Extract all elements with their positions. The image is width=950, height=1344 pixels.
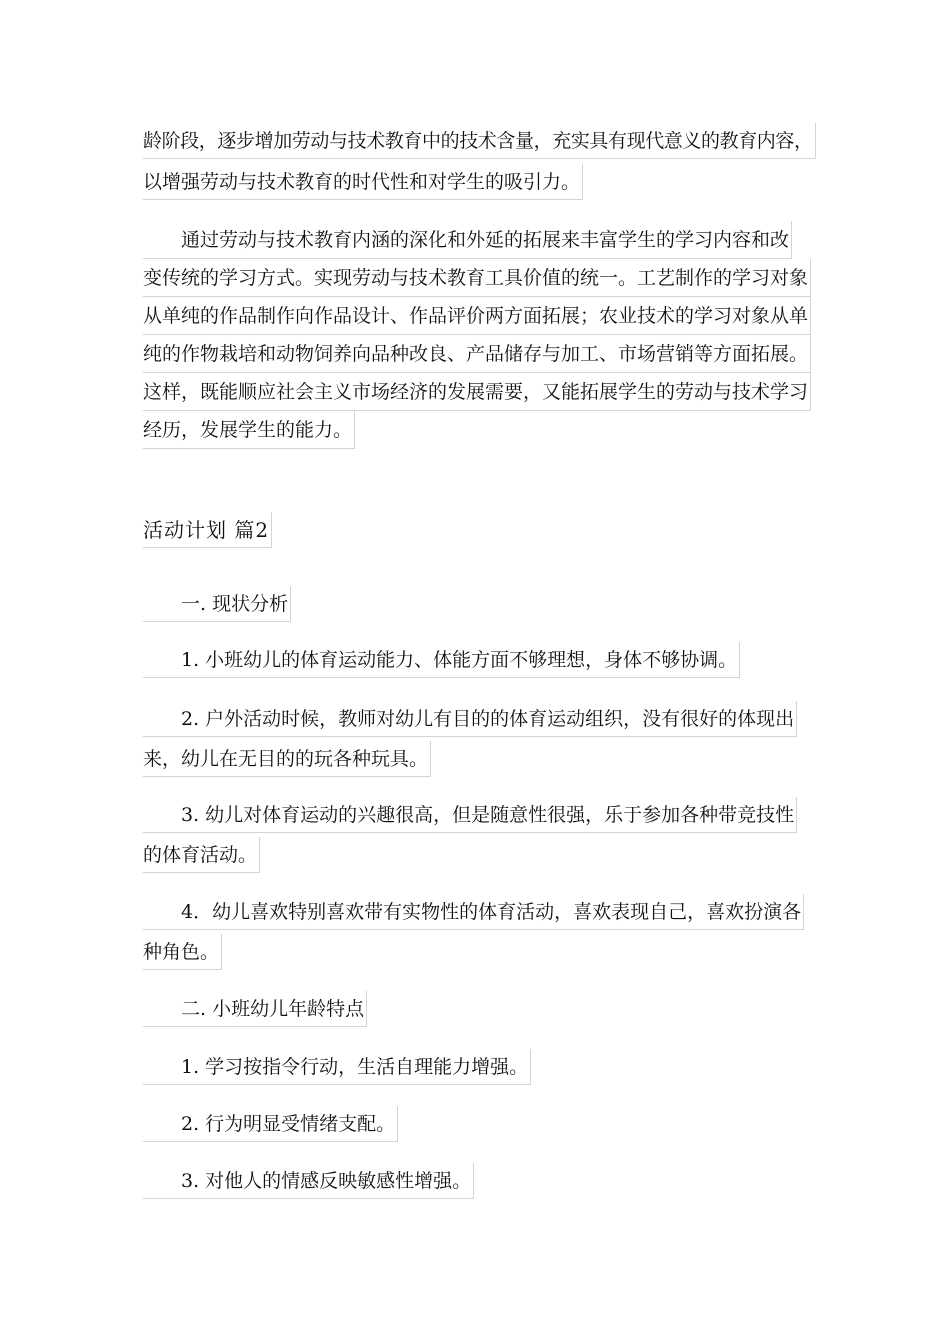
paragraph-line: 以增强劳动与技术教育的时代性和对学生的吸引力。 (143, 164, 583, 200)
list-item-line: 3. 幼儿对体育运动的兴趣很高，但是随意性很强，乐于参加各种带竞技性 (143, 797, 797, 833)
part-1-item-2 (143, 701, 797, 777)
paragraph-line: 变传统的学习方式。实现劳动与技术教育工具价值的统一。工艺制作的学习对象 (143, 259, 811, 297)
paragraph-line: 经历，发展学生的能力。 (143, 411, 355, 449)
paragraph-line: 龄阶段，逐步增加劳动与技术教育中的技术含量，充实具有现代意义的教育内容， (143, 123, 816, 159)
list-item-line: 种角色。 (143, 934, 222, 970)
part-2-item-2 (143, 1106, 398, 1142)
paragraph-line: 这样，既能顺应社会主义市场经济的发展需要，又能拓展学生的劳动与技术学习 (143, 373, 811, 411)
part-1-item-1 (143, 642, 740, 678)
section-heading (143, 512, 272, 548)
part-2-item-3 (143, 1163, 474, 1199)
section-title: 活动计划 篇2 (143, 512, 272, 548)
list-item-line: 1. 学习按指令行动，生活自理能力增强。 (143, 1049, 531, 1085)
list-item-line: 2. 行为明显受情绪支配。 (143, 1106, 398, 1142)
subheading: 二. 小班幼儿年龄特点 (143, 991, 367, 1027)
paragraph-line: 从单纯的作品制作向作品设计、作品评价两方面拓展；农业技术的学习对象从单 (143, 297, 811, 335)
part-1-heading (143, 586, 291, 622)
paragraph-1 (143, 123, 816, 200)
list-item-line: 4．幼儿喜欢特别喜欢带有实物性的体育活动，喜欢表现自己，喜欢扮演各 (143, 894, 804, 930)
list-item-line: 3. 对他人的情感反映敏感性增强。 (143, 1163, 474, 1199)
part-2-item-1 (143, 1049, 531, 1085)
paragraph-2 (143, 221, 811, 449)
paragraph-line: 纯的作物栽培和动物饲养向品种改良、产品储存与加工、市场营销等方面拓展。 (143, 335, 811, 373)
list-item-line: 2. 户外活动时候，教师对幼儿有目的的体育运动组织，没有很好的体现出 (143, 701, 797, 737)
part-1-item-3 (143, 797, 797, 873)
part-1-item-4 (143, 894, 804, 970)
paragraph-line: 通过劳动与技术教育内涵的深化和外延的拓展来丰富学生的学习内容和改 (143, 221, 792, 259)
part-2-heading (143, 991, 367, 1027)
subheading: 一. 现状分析 (143, 586, 291, 622)
list-item-line: 1. 小班幼儿的体育运动能力、体能方面不够理想，身体不够协调。 (143, 642, 740, 678)
list-item-line: 来，幼儿在无目的的玩各种玩具。 (143, 741, 431, 777)
list-item-line: 的体育活动。 (143, 837, 260, 873)
